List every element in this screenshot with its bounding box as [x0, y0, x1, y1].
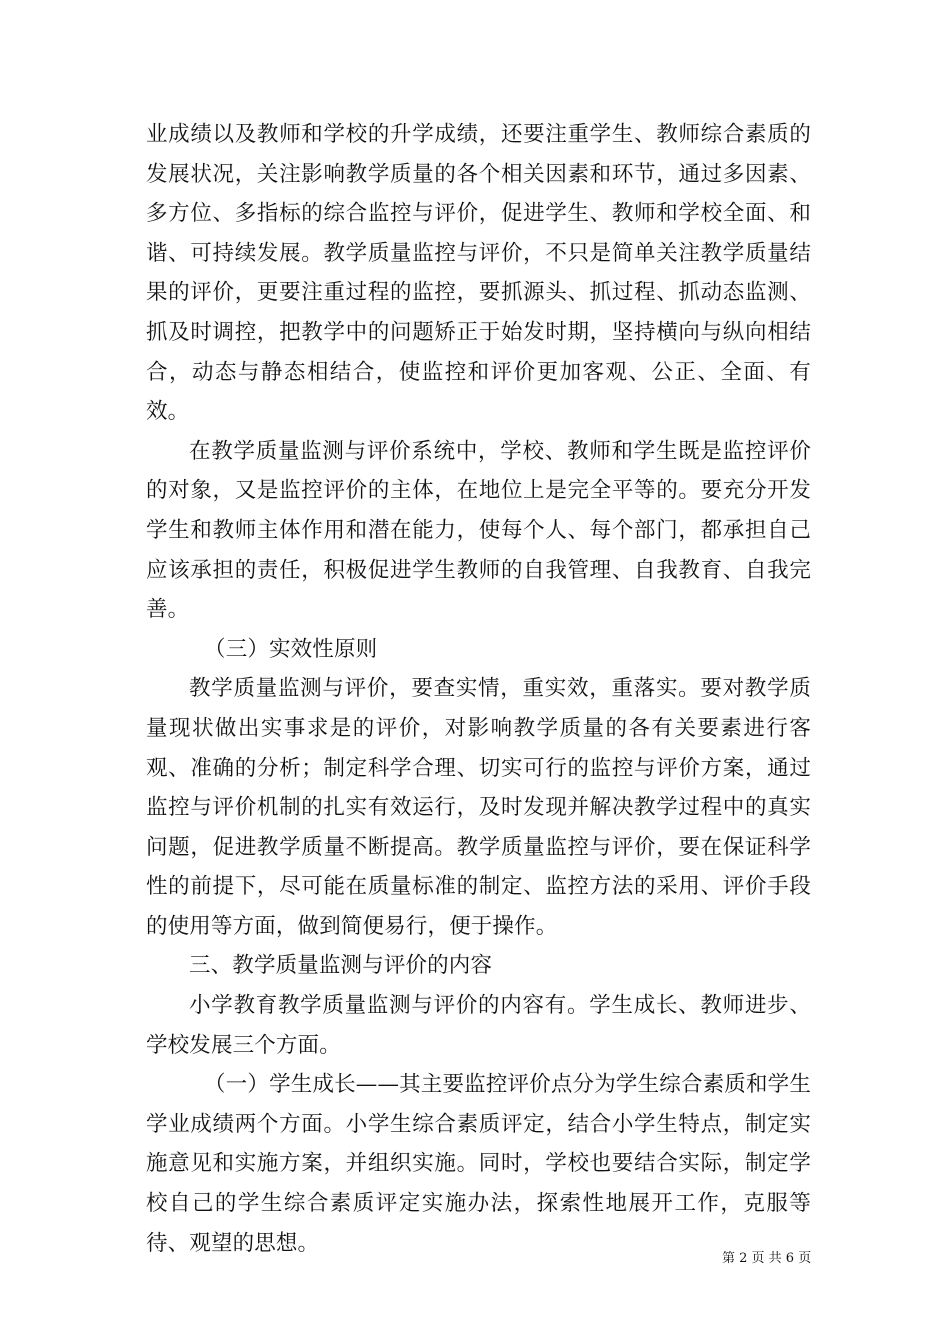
paragraph-subject-equality: 在教学质量监测与评价系统中，学校、教师和学生既是监控评价的对象，又是监控评价的主体，在地位上是完全平等的。要充分开发学生和教师主体作用和潜在能力，使每个人、每个部门，都承担自己应该承担的责任，积极促进学生教师的自我管理、自我教育、自我完善。	[146, 438, 811, 623]
page-number-footer: 第 2 页 共 6 页	[722, 1251, 812, 1266]
document-body	[146, 115, 811, 1263]
section-heading-effectiveness-principle: （三）实效性原则	[204, 636, 378, 662]
paragraph-continuation: 业成绩以及教师和学校的升学成绩，还要注重学生、教师综合素质的发展状况，关注影响教学质量的各个相关因素和环节，通过多因素、多方位、多指标的综合监控与评价，促进学生、教师和学校全面、和谐、可持续发展。教学质量监控与评价，不只是简单关注教学质量结果的评价，更要注重过程的监控，要抓源头、抓过程、抓动态监测、抓及时调控，把教学中的问题矫正于始发时期，坚持横向与纵向相结合，动态与静态相结合，使监控和评价更加客观、公正、全面、有效。	[146, 122, 811, 425]
section-heading-content: 三、教学质量监测与评价的内容	[189, 953, 493, 979]
paragraph-content-overview: 小学教育教学质量监测与评价的内容有。学生成长、教师进步、学校发展三个方面。	[146, 993, 811, 1058]
paragraph-student-growth: （一）学生成长——其主要监控评价点分为学生综合素质和学生学业成绩两个方面。小学生综合素质评定，结合小学生特点，制定实施意见和实施方案，并组织实施。同时，学校也要结合实际，制定学校自己的学生综合素质评定实施办法，探索性地展开工作，克服等待、观望的思想。	[146, 1072, 811, 1256]
paragraph-effectiveness: 教学质量监测与评价，要查实情，重实效，重落实。要对教学质量现状做出实事求是的评价，对影响教学质量的各有关要素进行客观、准确的分析；制定科学合理、切实可行的监控与评价方案，通过监控与评价机制的扎实有效运行，及时发现并解决教学过程中的真实问题，促进教学质量不断提高。教学质量监控与评价，要在保证科学性的前提下，尽可能在质量标准的制定、监控方法的采用、评价手段的使用等方面，做到简便易行，便于操作。	[146, 676, 811, 939]
